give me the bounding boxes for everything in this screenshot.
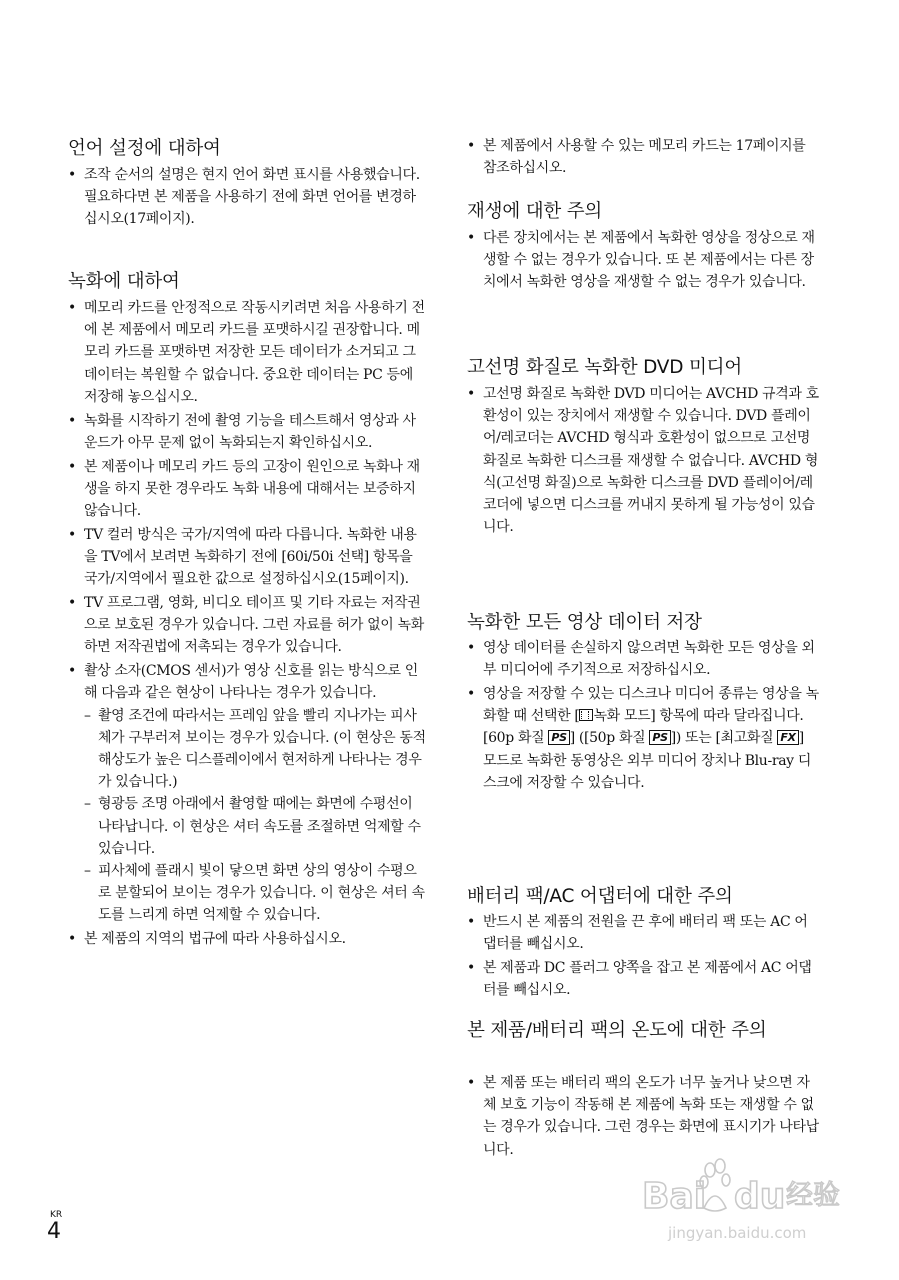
save-text-3: ] ([50p 화질 (569, 730, 650, 747)
watermark-brand-a: Bai (642, 1176, 707, 1217)
cmos-text: 촬상 소자(CMOS 센서)가 영상 신호를 읽는 방식으로 인해 다음과 같은 현상이 나타나는 경우가 있습니다. (84, 663, 418, 702)
list-item-save-modes (467, 683, 819, 794)
section-title-language: 언어 설정에 대하여 (68, 138, 221, 159)
recording-bullets (68, 297, 426, 952)
save-text-5: ] 모드로 녹화한 동영상은 외부 미디어 장치나 Blu-ray 디스크에 저장할 수 있습니다. (483, 730, 812, 791)
language-code: KR (50, 1210, 63, 1220)
language-bullets (68, 164, 426, 232)
cmos-sub-list (84, 705, 426, 927)
section-title-dvd: 고선명 화질로 녹화한 DVD 미디어 (467, 357, 742, 378)
list-item: • 본 제품 또는 배터리 팩의 온도가 너무 높거나 낮으면 자체 보호 기능이 작동해 본 제품에 녹화 또는 재생할 수 없는 경우가 있습니다. 그런 경우는 화면에 표시기가 나타납니다. (467, 1072, 819, 1161)
section-title-battery: 배터리 팩/AC 어댑터에 대한 주의 (467, 886, 733, 907)
list-item-cmos (68, 660, 426, 926)
list-item: • 본 제품에서 사용할 수 있는 메모리 카드는 17페이지를 참조하십시오. (467, 135, 819, 179)
save-text-4: ]) 또는 [최고화질 (670, 730, 778, 747)
memory-card-bullets (467, 135, 819, 181)
fx-mode-icon: FX (777, 730, 798, 745)
list-item: • 반드시 본 제품의 전원을 끈 후에 배터리 팩 또는 AC 어댑터를 빼십시오. (467, 911, 819, 955)
baidu-watermark-logo (640, 1150, 850, 1250)
page-number: 4 (47, 1219, 61, 1244)
section-title-save: 녹화한 모든 영상 데이터 저장 (467, 612, 702, 633)
save-text-1: 영상을 저장할 수 있는 디스크나 미디어 종류는 영상을 녹화할 때 선택한 [ (483, 686, 819, 725)
list-item: • 본 제품과 DC 플러그 양쪽을 잡고 본 제품에서 AC 어댑터를 빼십시오. (467, 957, 819, 1001)
list-item: • 고선명 화질로 녹화한 DVD 미디어는 AVCHD 규격과 호환성이 있는 장치에서 재생할 수 있습니다. DVD 플레이어/레코더는 AVCHD 형식과 호환성이 없으므로 고선명 화질로 녹화한 디스크를 재생할 수 없습니다. AVCHD 형식(고선명 화질)으로 녹화한 디스크를 DVD 플레이어/레코더에 넣으면 디스크를 꺼내지 못하게 될 가능성이 있습니다. (467, 383, 819, 538)
section-title-recording: 녹화에 대하여 (68, 271, 180, 292)
save-bullets (467, 637, 819, 796)
list-item: • 본 제품의 지역의 법규에 따라 사용하십시오. (68, 928, 426, 950)
watermark-url: jingyan.baidu.com (668, 1224, 807, 1242)
temperature-bullets (467, 1072, 819, 1162)
section-title-playback: 재생에 대한 주의 (467, 201, 603, 222)
list-item: • 영상 데이터를 손실하지 않으려면 녹화한 모든 영상을 외부 미디어에 주기적으로 저장하십시오. (467, 637, 819, 681)
section-title-temperature: 본 제품/배터리 팩의 온도에 대한 주의 (467, 1020, 767, 1041)
playback-bullets (467, 227, 819, 295)
sub-list-item: – 촬영 조건에 따라서는 프레임 앞을 빨리 지나가는 피사체가 구부러져 보이는 경우가 있습니다. (이 현상은 동적 해상도가 높은 디스플레이에서 현저하게 나타나는 경우가 있습니다.) (84, 705, 426, 794)
battery-bullets (467, 911, 819, 1003)
dvd-bullets (467, 383, 819, 540)
list-item: • 조작 순서의 설명은 현지 언어 화면 표시를 사용했습니다. 필요하다면 본 제품을 사용하기 전에 화면 언어를 변경하십시오(17페이지). (68, 164, 426, 231)
ps-mode-icon: PS (548, 730, 569, 745)
page-footer (47, 1210, 63, 1244)
movie-film-icon (579, 709, 593, 721)
watermark-brand-c: 经验 (786, 1180, 840, 1211)
list-item: • TV 컬러 방식은 국가/지역에 따라 다릅니다. 녹화한 내용을 TV에서 보려면 녹화하기 전에 [60i/50i 선택] 항목을 국가/지역에서 필요한 값으로 설정하십시오(15페이지). (68, 524, 426, 591)
save-text-2: 녹화 모드] 항목에 따라 달라집니다. [60p 화질 (483, 708, 804, 747)
list-item: • 메모리 카드를 안정적으로 작동시키려면 처음 사용하기 전에 본 제품에서 메모리 카드를 포맷하시길 권장합니다. 메모리 카드를 포맷하면 저장한 모든 데이터가 소거되고 그 데이터는 복원할 수 없습니다. 중요한 데이터는 PC 등에 저장해 놓으십시오. (68, 297, 426, 408)
sub-list-item: – 피사체에 플래시 빛이 닿으면 화면 상의 영상이 수평으로 분할되어 보이는 경우가 있습니다. 이 현상은 셔터 속도를 느리게 하면 억제할 수 있습니다. (84, 860, 426, 927)
watermark-brand-b: du (734, 1176, 786, 1217)
list-item: • 다른 장치에서는 본 제품에서 녹화한 영상을 정상으로 재생할 수 없는 경우가 있습니다. 또 본 제품에서는 다른 장치에서 녹화한 영상을 재생할 수 없는 경우가 있습니다. (467, 227, 819, 294)
list-item: • 녹화를 시작하기 전에 촬영 기능을 테스트해서 영상과 사운드가 아무 문제 없이 녹화되는지 확인하십시오. (68, 410, 426, 454)
sub-list-item: – 형광등 조명 아래에서 촬영할 때에는 화면에 수평선이 나타납니다. 이 현상은 셔터 속도를 조절하면 억제할 수 있습니다. (84, 793, 426, 860)
list-item: • TV 프로그램, 영화, 비디오 테이프 및 기타 자료는 저작권으로 보호된 경우가 있습니다. 그런 자료를 허가 없이 녹화하면 저작권법에 저촉되는 경우가 있습니다. (68, 592, 426, 659)
list-item: • 본 제품이나 메모리 카드 등의 고장이 원인으로 녹화나 재생을 하지 못한 경우라도 녹화 내용에 대해서는 보증하지 않습니다. (68, 456, 426, 523)
ps-mode-icon: PS (649, 730, 670, 745)
